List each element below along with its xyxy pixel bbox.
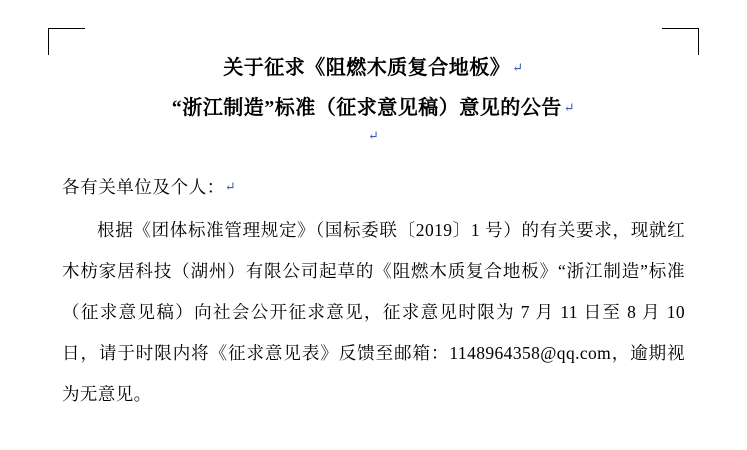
salutation-text: 各有关单位及个人： <box>62 177 225 197</box>
salutation-line <box>62 170 685 204</box>
paragraph-mark-icon: ↵ <box>563 100 576 115</box>
document-title-block <box>62 48 685 158</box>
paragraph-mark-icon: ↵ <box>368 128 379 143</box>
title-line-2 <box>62 88 685 128</box>
title-line-1 <box>62 48 685 88</box>
document-content <box>62 48 685 415</box>
paragraph-mark-icon: ↵ <box>224 179 237 194</box>
paragraph-mark-icon: ↵ <box>512 60 524 75</box>
title-line-1-text: 关于征求《阻燃木质复合地板》 <box>223 57 511 79</box>
body-paragraph: 根据《团体标准管理规定》（国标委联〔2019〕1 号）的有关要求，现就红木枋家居科技（湖州）有限公司起草的《阻燃木质复合地板》“浙江制造”标准（征求意见稿）向社会公开征求意见，征求意见时限为 7 月 11 日至 8 月 10 日，请于时限内将《征求意见表》反馈至邮箱：1148964358@qq.com，逾期视为无意见。 <box>62 220 685 404</box>
blank-paragraph <box>62 128 685 158</box>
title-line-2-text: “浙江制造”标准（征求意见稿）意见的公告 <box>171 97 562 119</box>
